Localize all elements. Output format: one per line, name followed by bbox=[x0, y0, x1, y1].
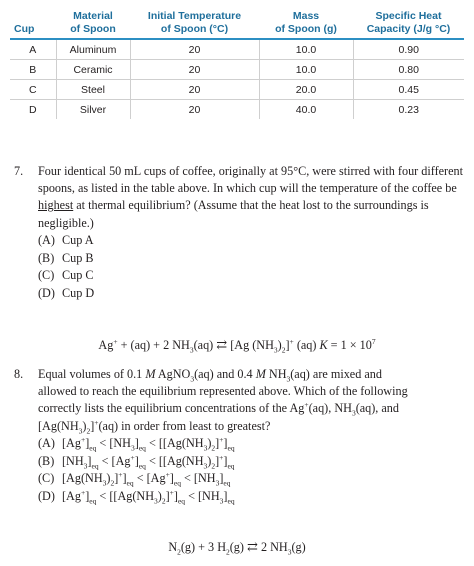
stem-text: Four identical 50 mL cups of coffee, originally at 95°C, were stirred with four different spoons, as listed in the table above. In which cup will the temperature of the coffee be bbox=[38, 164, 463, 196]
question-7 bbox=[14, 163, 466, 303]
subscript: 3 bbox=[273, 345, 278, 355]
subscript: 3 bbox=[351, 408, 356, 418]
cell-temp: 20 bbox=[130, 39, 259, 60]
header-temp-line1: Initial Temperature bbox=[147, 10, 242, 22]
subscript: 3 bbox=[203, 443, 208, 453]
header-material bbox=[56, 8, 130, 39]
cell-mass: 40.0 bbox=[259, 100, 353, 120]
subscript: 2 bbox=[86, 426, 91, 436]
eq-text: ) bbox=[277, 338, 282, 352]
eq-subscript: eq bbox=[138, 460, 146, 470]
subscript: 3 bbox=[131, 443, 135, 453]
cell-heat: 0.90 bbox=[353, 39, 464, 60]
eq-text: (g) + 3 H bbox=[180, 540, 226, 554]
choice-a[interactable] bbox=[38, 435, 466, 453]
choice-c[interactable] bbox=[38, 267, 466, 285]
charge: + bbox=[118, 470, 123, 480]
k-symbol: K bbox=[319, 338, 328, 352]
subscript: 3 bbox=[286, 374, 291, 384]
stem-text: AgNO bbox=[155, 367, 191, 381]
cell-mass: 10.0 bbox=[259, 60, 353, 80]
eq-subscript: eq bbox=[89, 496, 97, 506]
question-stem bbox=[38, 163, 466, 232]
k-exponent: 7 bbox=[371, 336, 376, 346]
eq-text: [Ag (NH bbox=[227, 338, 274, 352]
choice-label: (A) bbox=[38, 232, 55, 247]
choice-label: (B) bbox=[38, 250, 55, 265]
subscript: 3 bbox=[190, 374, 195, 384]
choice-text: Cup B bbox=[62, 250, 94, 265]
stem-text: correctly lists the equilibrium concentrations of the Ag bbox=[38, 401, 305, 416]
charge: + bbox=[304, 400, 309, 410]
eq-subscript: eq bbox=[223, 478, 231, 488]
cell-cup: D bbox=[28, 103, 37, 116]
cell-cup: A bbox=[10, 39, 56, 60]
emphasis-underlined: highest bbox=[38, 198, 74, 213]
cell-temp: 20 bbox=[130, 100, 259, 120]
question-number: 7. bbox=[14, 164, 24, 178]
subscript: 3 bbox=[83, 460, 88, 470]
header-initial-temp bbox=[130, 8, 259, 39]
eq-text: (g) bbox=[229, 540, 248, 554]
cell-material: Aluminum bbox=[56, 39, 130, 60]
choice-text: Cup A bbox=[62, 232, 94, 247]
cell-cup: B bbox=[10, 60, 56, 80]
header-mass-line2: of Spoon (g) bbox=[275, 22, 337, 35]
species-n2: N bbox=[168, 540, 178, 554]
eq-subscript: eq bbox=[227, 496, 235, 506]
header-temp-line2: of Spoon (°C) bbox=[160, 22, 229, 35]
header-heat-capacity bbox=[353, 8, 464, 39]
charge: + bbox=[113, 336, 118, 346]
choice-label: (D) bbox=[38, 488, 55, 503]
eq-text: (aq) bbox=[193, 338, 217, 352]
equilibrium-arrow-icon: ⇄ bbox=[247, 539, 258, 554]
choice-label: (B) bbox=[38, 453, 55, 468]
cell-material: Ceramic bbox=[56, 60, 130, 80]
subscript: 3 bbox=[189, 345, 194, 355]
charge: + bbox=[219, 434, 224, 444]
header-heat-line2: Capacity (J/g °C) bbox=[366, 22, 451, 35]
subscript: 2 bbox=[110, 478, 115, 488]
subscript: 2 bbox=[177, 547, 181, 557]
cell-temp: 20 bbox=[130, 80, 259, 100]
charge: + bbox=[130, 452, 135, 462]
choice-a[interactable] bbox=[38, 232, 466, 250]
header-cup: Cup bbox=[14, 22, 35, 35]
stem-text: (aq), and bbox=[355, 401, 399, 416]
charge: + bbox=[80, 434, 86, 444]
header-material-line2: of Spoon bbox=[70, 22, 116, 35]
choice-label: (A) bbox=[38, 435, 55, 450]
stem-text: (aq) in order from least to greatest? bbox=[98, 418, 271, 433]
stem-text: (aq) and 0.4 bbox=[194, 367, 256, 381]
choice-text: Cup D bbox=[62, 285, 95, 300]
table-row bbox=[10, 39, 464, 60]
cell-mass: 20.0 bbox=[259, 80, 353, 100]
subscript: 3 bbox=[78, 426, 83, 436]
charge: + bbox=[169, 487, 174, 497]
choice-text: Cup C bbox=[62, 268, 94, 283]
subscript: 2 bbox=[226, 547, 230, 557]
choice-d[interactable] bbox=[38, 285, 466, 303]
table-row bbox=[10, 60, 464, 80]
eq-text: (g) bbox=[291, 540, 306, 554]
equilibrium-equation-2 bbox=[0, 539, 474, 555]
choice-label: (C) bbox=[38, 268, 55, 283]
cell-material: Silver bbox=[56, 100, 130, 120]
header-material-line1: Material bbox=[73, 10, 113, 22]
subscript: 3 bbox=[219, 496, 224, 506]
table-row bbox=[10, 80, 464, 100]
stem-text: allowed to reach the equilibrium represented above. Which of the following bbox=[38, 384, 408, 399]
header-mass-line1: Mass bbox=[292, 10, 320, 22]
header-mass bbox=[259, 8, 353, 39]
subscript: 3 bbox=[203, 460, 208, 470]
choice-d[interactable] bbox=[38, 488, 466, 506]
subscript: 3 bbox=[102, 478, 107, 488]
cell-cup: C bbox=[10, 80, 56, 100]
answer-choices bbox=[38, 232, 466, 303]
stem-text: NH bbox=[265, 367, 287, 381]
charge: + bbox=[94, 417, 99, 427]
table-row bbox=[10, 100, 464, 120]
question-8 bbox=[14, 366, 466, 506]
choice-expression: $[NH_3]_{eq} < [Ag^+]_{eq} < [[Ag(NH_3)_2]^+]_{eq}$ bbox=[62, 452, 235, 470]
subscript: 2 bbox=[211, 460, 216, 470]
spoon-data-table bbox=[10, 8, 464, 119]
choice-b[interactable] bbox=[38, 250, 466, 268]
choice-expression: $[Ag^+]_{eq} < [[Ag(NH_3)_2]^+]_{eq} < [NH_3]_{eq}$ bbox=[62, 487, 235, 506]
charge: + bbox=[80, 487, 86, 497]
charge: + bbox=[165, 470, 170, 480]
eq-text: + (aq) + 2 NH bbox=[117, 338, 190, 352]
eq-subscript: eq bbox=[126, 478, 134, 488]
subscript: 3 bbox=[287, 547, 292, 557]
k-value: = 1 × 10 bbox=[327, 338, 372, 352]
choice-label: (C) bbox=[38, 471, 55, 486]
eq-text: (aq) bbox=[293, 338, 320, 352]
charge: + bbox=[219, 452, 224, 462]
equilibrium-arrow-icon: ⇄ bbox=[216, 337, 228, 352]
question-stem: Equal volumes of 0.1 M AgNO$_3$(aq) and 0.4 M $NH_3(aq)$ are mixed and allowed to reach the equilibrium represented above. Which of the following correctly lists the equilibrium concentrations of the Ag+(aq), $NH_3(aq)$, and $[Ag(NH_3)_2]^+(aq)$ in order from least to greatest? bbox=[38, 367, 408, 436]
header-heat-line1: Specific Heat bbox=[375, 10, 442, 22]
answer-choices bbox=[38, 435, 466, 506]
molar-symbol: M bbox=[255, 367, 266, 381]
eq-subscript: eq bbox=[227, 460, 235, 470]
molar-symbol: M bbox=[145, 367, 156, 381]
cell-material: Steel bbox=[56, 80, 130, 100]
choice-label: (D) bbox=[38, 285, 55, 300]
eq-subscript: eq bbox=[89, 443, 97, 453]
cell-mass: 10.0 bbox=[259, 39, 353, 60]
subscript: 2 bbox=[281, 345, 286, 355]
cell-heat: 0.80 bbox=[353, 60, 464, 80]
table-header-row bbox=[10, 8, 464, 39]
stem-text: (aq) are mixed and bbox=[290, 367, 382, 381]
eq-subscript: eq bbox=[173, 478, 181, 488]
subscript: 2 bbox=[211, 443, 216, 453]
species-ag: Ag bbox=[98, 338, 114, 352]
equilibrium-equation-1 bbox=[0, 337, 474, 353]
eq-subscript: eq bbox=[177, 496, 186, 506]
subscript: 3 bbox=[154, 496, 158, 506]
stem-text-end: at thermal equilibrium? (Assume that the heat lost to the surroundings is negligible.) bbox=[38, 198, 429, 230]
subscript: 3 bbox=[215, 478, 220, 488]
charge: + bbox=[289, 336, 294, 346]
stem-text: Equal volumes of 0.1 bbox=[38, 367, 146, 381]
question-number: 8. bbox=[14, 367, 24, 381]
cell-temp: 20 bbox=[130, 60, 259, 80]
eq-subscript: eq bbox=[227, 443, 235, 453]
choice-c[interactable] bbox=[38, 470, 466, 488]
stem-text: [Ag(NH bbox=[38, 418, 79, 433]
eq-subscript: eq bbox=[138, 443, 146, 453]
choice-expression: $[Ag^+]_{eq} < [NH_3]_{eq} < [[Ag(NH_3)_2]^+]_{eq}$ bbox=[62, 434, 235, 453]
eq-text: 2 NH bbox=[257, 540, 288, 554]
eq-text: ] bbox=[285, 338, 290, 352]
cell-heat: 0.23 bbox=[353, 100, 464, 120]
subscript: 2 bbox=[161, 496, 166, 506]
eq-subscript: eq bbox=[91, 460, 99, 470]
cell-heat: 0.45 bbox=[353, 80, 464, 100]
stem-text: (aq), NH bbox=[308, 401, 352, 416]
choice-expression: $[Ag(NH_3)_2]^+]_{eq} < [Ag^+]_{eq} < [NH_3]_{eq}$ bbox=[62, 470, 231, 488]
choice-b[interactable] bbox=[38, 453, 466, 471]
